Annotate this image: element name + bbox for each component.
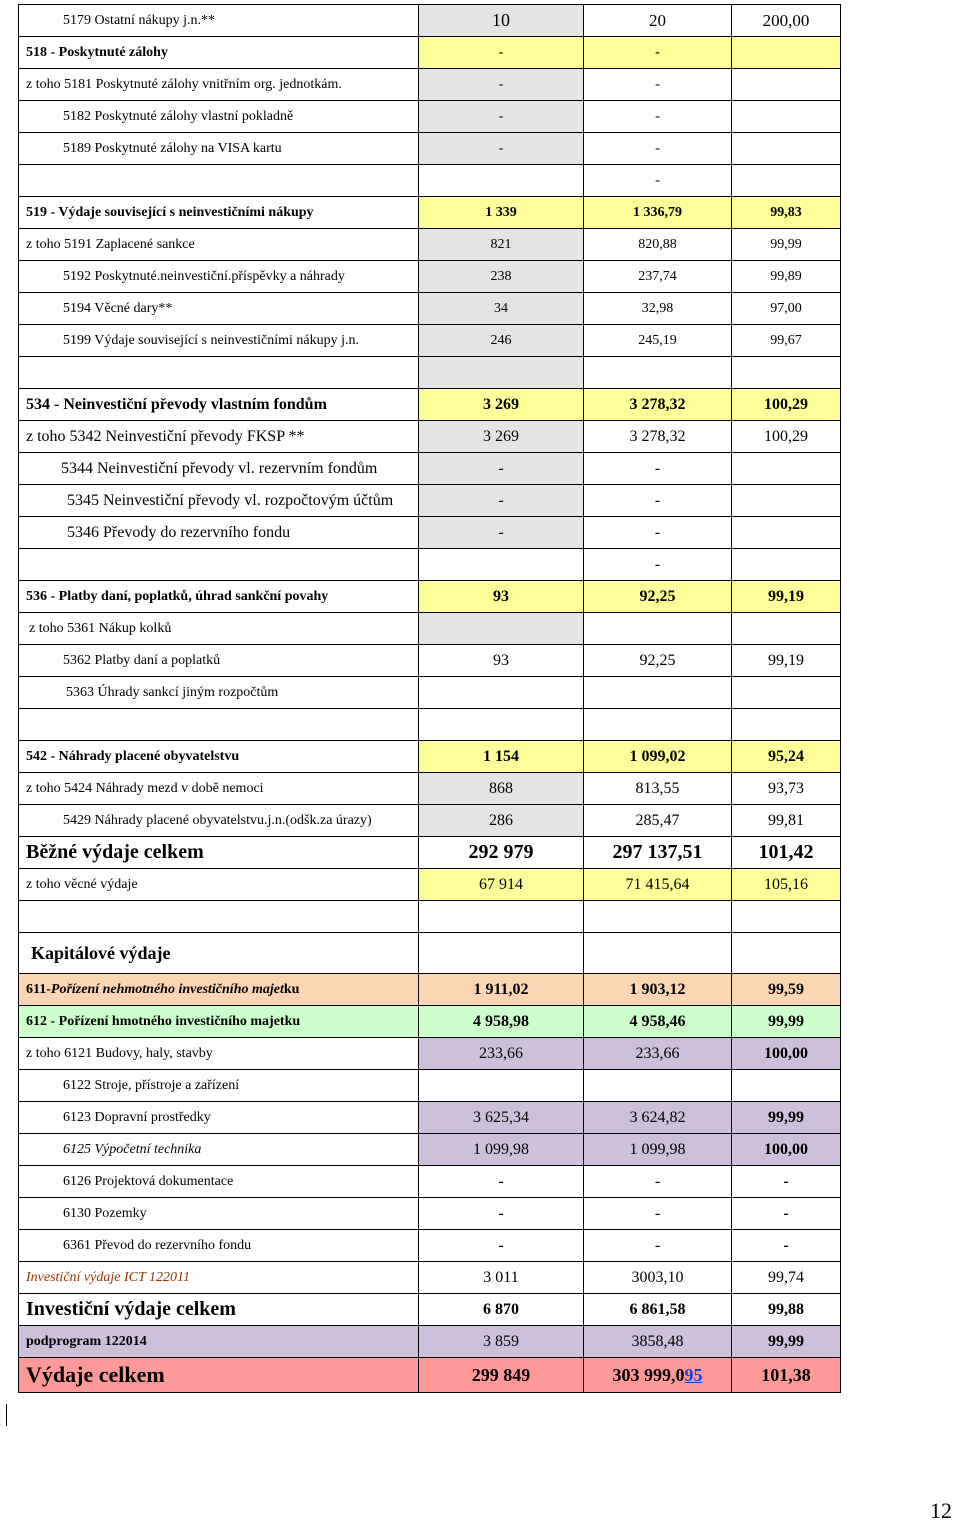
- cell-actual: -: [584, 165, 732, 197]
- table-row: [19, 165, 841, 197]
- row-label: 5346 Převody do rezervního fondu: [19, 517, 419, 549]
- cell-plan: [419, 1070, 584, 1102]
- cell-percent: 99,99: [732, 229, 841, 261]
- cell-actual: 285,47: [584, 805, 732, 837]
- cell-plan: 1 911,02: [419, 974, 584, 1006]
- cell-actual: [584, 1070, 732, 1102]
- cell-percent: [732, 549, 841, 581]
- row-label: 5194 Věcné dary**: [19, 293, 419, 325]
- cell-percent: 99,99: [732, 1326, 841, 1358]
- row-label: [19, 357, 419, 389]
- cell-actual: [584, 677, 732, 709]
- cell-plan: [419, 709, 584, 741]
- cell-actual: [584, 1358, 732, 1393]
- table-row: [19, 1102, 841, 1134]
- cell-actual: 3858,48: [584, 1326, 732, 1358]
- table-row: [19, 837, 841, 869]
- cell-plan: 3 011: [419, 1262, 584, 1294]
- table-row: [19, 709, 841, 741]
- cell-percent: 97,00: [732, 293, 841, 325]
- cell-percent: 99,67: [732, 325, 841, 357]
- cell-percent: 100,29: [732, 389, 841, 421]
- row-label: 542 - Náhrady placené obyvatelstvu: [19, 741, 419, 773]
- row-label: 5192 Poskytnuté.neinvestiční.příspěvky a náhrady: [19, 261, 419, 293]
- cell-actual: 92,25: [584, 581, 732, 613]
- cell-actual: 813,55: [584, 773, 732, 805]
- cell-actual: 1 903,12: [584, 974, 732, 1006]
- row-label: z toho 5424 Náhrady mezd v době nemoci: [19, 773, 419, 805]
- table-row: [19, 645, 841, 677]
- cell-plan: [419, 613, 584, 645]
- table-row: [19, 357, 841, 389]
- row-label: 5199 Výdaje související s neinvestičními nákupy j.n.: [19, 325, 419, 357]
- cell-plan: 1 099,98: [419, 1134, 584, 1166]
- cell-plan: 3 269: [419, 421, 584, 453]
- cell-actual: 237,74: [584, 261, 732, 293]
- table-row: [19, 933, 841, 974]
- row-label: Investiční výdaje celkem: [19, 1294, 419, 1326]
- table-row: [19, 901, 841, 933]
- cell-actual: -: [584, 69, 732, 101]
- cell-plan: -: [419, 1198, 584, 1230]
- row-label: 5345 Neinvestiční převody vl. rozpočtovým účtům: [19, 485, 419, 517]
- cell-plan: [419, 357, 584, 389]
- cell-plan: 292 979: [419, 837, 584, 869]
- row-label: [19, 709, 419, 741]
- table-row: [19, 389, 841, 421]
- cell-actual: [584, 933, 732, 974]
- cell-percent: 99,99: [732, 1006, 841, 1038]
- cell-percent: [732, 485, 841, 517]
- cell-plan: 3 269: [419, 389, 584, 421]
- row-label: 5363 Úhrady sankcí jiným rozpočtům: [19, 677, 419, 709]
- cell-actual: 1 099,02: [584, 741, 732, 773]
- cell-plan: -: [419, 133, 584, 165]
- table-row: [19, 229, 841, 261]
- cell-plan: 238: [419, 261, 584, 293]
- table-row: [19, 197, 841, 229]
- row-label: [19, 901, 419, 933]
- table-row: [19, 261, 841, 293]
- cell-percent: 100,00: [732, 1038, 841, 1070]
- row-label: 5182 Poskytnuté zálohy vlastní pokladně: [19, 101, 419, 133]
- cell-actual: 32,98: [584, 293, 732, 325]
- cell-plan: 868: [419, 773, 584, 805]
- cell-percent: 99,89: [732, 261, 841, 293]
- cell-plan: 3 625,34: [419, 1102, 584, 1134]
- cell-plan: 1 339: [419, 197, 584, 229]
- cell-actual: 1 099,98: [584, 1134, 732, 1166]
- cell-plan: -: [419, 69, 584, 101]
- cell-actual-tail: 95: [684, 1364, 703, 1385]
- expenditure-table: [18, 4, 841, 1393]
- table-row: [19, 101, 841, 133]
- table-row: [19, 453, 841, 485]
- cell-plan: -: [419, 485, 584, 517]
- cell-percent: 99,19: [732, 581, 841, 613]
- page-number: 12: [930, 1498, 952, 1523]
- cell-percent: 99,19: [732, 645, 841, 677]
- cell-percent: 99,74: [732, 1262, 841, 1294]
- row-label: 5189 Poskytnuté zálohy na VISA kartu: [19, 133, 419, 165]
- cell-percent: [732, 453, 841, 485]
- row-label: z toho 6121 Budovy, haly, stavby: [19, 1038, 419, 1070]
- cell-actual-main: 303 999,0: [612, 1364, 685, 1385]
- table-row: [19, 37, 841, 69]
- table-row: [19, 133, 841, 165]
- cell-actual: -: [584, 101, 732, 133]
- table-row: [19, 869, 841, 901]
- cell-percent: 101,38: [732, 1358, 841, 1393]
- row-label: Běžné výdaje celkem: [19, 837, 419, 869]
- cell-actual: -: [584, 1198, 732, 1230]
- cell-percent: 99,81: [732, 805, 841, 837]
- row-label: z toho 5191 Zaplacené sankce: [19, 229, 419, 261]
- cell-percent: [732, 677, 841, 709]
- cell-percent: [732, 901, 841, 933]
- cell-actual: 6 861,58: [584, 1294, 732, 1326]
- cell-percent: 99,99: [732, 1102, 841, 1134]
- table-row: [19, 1134, 841, 1166]
- cell-percent: [732, 933, 841, 974]
- row-label: z toho 5181 Poskytnuté zálohy vnitřním org. jednotkám.: [19, 69, 419, 101]
- row-label: [19, 974, 419, 1006]
- cell-plan: [419, 549, 584, 581]
- cell-percent: 99,59: [732, 974, 841, 1006]
- cell-actual: [584, 357, 732, 389]
- table-row: [19, 1358, 841, 1393]
- table-row: [19, 1262, 841, 1294]
- row-label: 5179 Ostatní nákupy j.n.**: [19, 5, 419, 37]
- row-label: 5362 Platby daní a poplatků: [19, 645, 419, 677]
- cell-plan: 299 849: [419, 1358, 584, 1393]
- cell-percent: [732, 133, 841, 165]
- table-row: [19, 1166, 841, 1198]
- cell-plan: 286: [419, 805, 584, 837]
- row-label: 6361 Převod do rezervního fondu: [19, 1230, 419, 1262]
- cell-actual: -: [584, 1166, 732, 1198]
- cell-plan: 1 154: [419, 741, 584, 773]
- cell-percent: 100,29: [732, 421, 841, 453]
- cell-plan: 233,66: [419, 1038, 584, 1070]
- cell-plan: 6 870: [419, 1294, 584, 1326]
- table-row: [19, 1070, 841, 1102]
- cell-actual: -: [584, 1230, 732, 1262]
- cell-percent: 100,00: [732, 1134, 841, 1166]
- cell-percent: 93,73: [732, 773, 841, 805]
- row-label: [19, 549, 419, 581]
- table-row: [19, 1198, 841, 1230]
- table-row: [19, 517, 841, 549]
- table-row: [19, 325, 841, 357]
- cell-percent: [732, 517, 841, 549]
- cell-percent: 105,16: [732, 869, 841, 901]
- cell-actual: [584, 709, 732, 741]
- cell-plan: -: [419, 1166, 584, 1198]
- cell-plan: [419, 901, 584, 933]
- row-label: 518 - Poskytnuté zálohy: [19, 37, 419, 69]
- row-label: 519 - Výdaje související s neinvestičními nákupy: [19, 197, 419, 229]
- cell-plan: 93: [419, 645, 584, 677]
- margin-marker: [6, 1404, 7, 1426]
- table-row: [19, 974, 841, 1006]
- row-label: z toho věcné výdaje: [19, 869, 419, 901]
- cell-percent: 200,00: [732, 5, 841, 37]
- cell-actual: 820,88: [584, 229, 732, 261]
- cell-plan: -: [419, 101, 584, 133]
- cell-plan: [419, 165, 584, 197]
- table-row: [19, 485, 841, 517]
- cell-percent: [732, 37, 841, 69]
- table-row: [19, 1038, 841, 1070]
- row-label: 6122 Stroje, přístroje a zařízení: [19, 1070, 419, 1102]
- cell-actual: 71 415,64: [584, 869, 732, 901]
- cell-percent: -: [732, 1166, 841, 1198]
- cell-actual: 233,66: [584, 1038, 732, 1070]
- cell-actual: -: [584, 485, 732, 517]
- cell-plan: 93: [419, 581, 584, 613]
- cell-actual: 3 278,32: [584, 421, 732, 453]
- cell-actual: 297 137,51: [584, 837, 732, 869]
- cell-percent: [732, 1070, 841, 1102]
- row-label: z toho 5342 Neinvestiční převody FKSP **: [19, 421, 419, 453]
- table-row: [19, 1326, 841, 1358]
- table-row: [19, 677, 841, 709]
- cell-actual: -: [584, 133, 732, 165]
- cell-actual: 3003,10: [584, 1262, 732, 1294]
- row-label: podprogram 122014: [19, 1326, 419, 1358]
- cell-plan: 10: [419, 5, 584, 37]
- row-label: z toho 5361 Nákup kolků: [19, 613, 419, 645]
- table-row: [19, 69, 841, 101]
- row-label: 612 - Pořízení hmotného investičního majetku: [19, 1006, 419, 1038]
- cell-percent: [732, 357, 841, 389]
- cell-actual: 3 624,82: [584, 1102, 732, 1134]
- row-label: 5429 Náhrady placené obyvatelstvu.j.n.(odšk.za úrazy): [19, 805, 419, 837]
- cell-actual: 4 958,46: [584, 1006, 732, 1038]
- cell-actual: 1 336,79: [584, 197, 732, 229]
- row-label: Investiční výdaje ICT 122011: [19, 1262, 419, 1294]
- section-heading: Kapitálové výdaje: [19, 933, 419, 974]
- table-row: [19, 293, 841, 325]
- cell-percent: [732, 613, 841, 645]
- row-label: [19, 165, 419, 197]
- cell-plan: 3 859: [419, 1326, 584, 1358]
- cell-plan: 246: [419, 325, 584, 357]
- row-label: 536 - Platby daní, poplatků, úhrad sankční povahy: [19, 581, 419, 613]
- table-row: [19, 805, 841, 837]
- table-row: [19, 741, 841, 773]
- table-row: [19, 581, 841, 613]
- row-label: 6123 Dopravní prostředky: [19, 1102, 419, 1134]
- cell-actual: 92,25: [584, 645, 732, 677]
- cell-actual: [584, 901, 732, 933]
- cell-actual: -: [584, 37, 732, 69]
- table-row: [19, 5, 841, 37]
- cell-plan: 821: [419, 229, 584, 261]
- table-row: [19, 1230, 841, 1262]
- cell-percent: 99,83: [732, 197, 841, 229]
- table-row: [19, 773, 841, 805]
- cell-percent: 95,24: [732, 741, 841, 773]
- cell-actual: -: [584, 517, 732, 549]
- row-label: 6126 Projektová dokumentace: [19, 1166, 419, 1198]
- row-label: 534 - Neinvestiční převody vlastním fondům: [19, 389, 419, 421]
- cell-plan: 67 914: [419, 869, 584, 901]
- table-row: [19, 549, 841, 581]
- row-label: Výdaje celkem: [19, 1358, 419, 1393]
- cell-percent: 99,88: [732, 1294, 841, 1326]
- cell-percent: [732, 165, 841, 197]
- cell-plan: [419, 677, 584, 709]
- table-row: [19, 1006, 841, 1038]
- cell-plan: 4 958,98: [419, 1006, 584, 1038]
- cell-actual: [584, 613, 732, 645]
- cell-percent: [732, 69, 841, 101]
- row-label-text: 611-Pořízení nehmotného investičního majetku: [26, 981, 300, 997]
- cell-plan: -: [419, 453, 584, 485]
- cell-actual: -: [584, 549, 732, 581]
- cell-actual: 20: [584, 5, 732, 37]
- row-label: 6125 Výpočetní technika: [19, 1134, 419, 1166]
- cell-plan: -: [419, 37, 584, 69]
- cell-percent: -: [732, 1198, 841, 1230]
- table-row: [19, 613, 841, 645]
- row-label: 5344 Neinvestiční převody vl. rezervním fondům: [19, 453, 419, 485]
- cell-percent: 101,42: [732, 837, 841, 869]
- table-row: [19, 421, 841, 453]
- cell-percent: -: [732, 1230, 841, 1262]
- cell-plan: -: [419, 1230, 584, 1262]
- cell-actual: 245,19: [584, 325, 732, 357]
- table-row: [19, 1294, 841, 1326]
- cell-percent: [732, 101, 841, 133]
- cell-plan: [419, 933, 584, 974]
- cell-plan: 34: [419, 293, 584, 325]
- row-label: 6130 Pozemky: [19, 1198, 419, 1230]
- cell-actual: -: [584, 453, 732, 485]
- cell-plan: -: [419, 517, 584, 549]
- cell-actual: 3 278,32: [584, 389, 732, 421]
- cell-percent: [732, 709, 841, 741]
